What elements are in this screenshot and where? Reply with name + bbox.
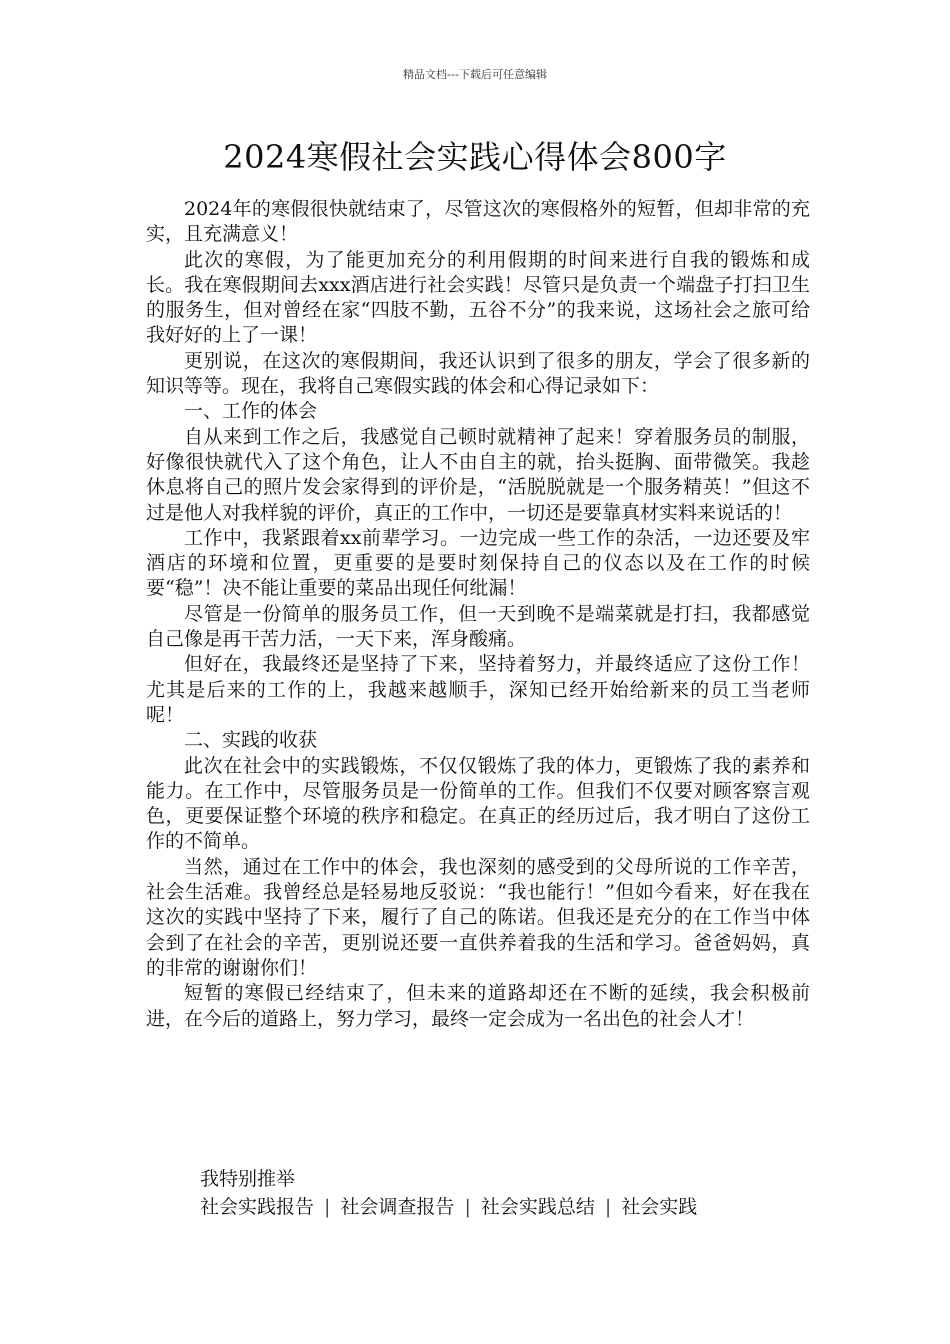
paragraph-conclusion: 短暂的寒假已经结束了，但未来的道路却还在不断的延续，我会积极前进，在今后的道路上，努力学习，最终一定会成为一名出色的社会人才！ <box>146 982 810 1030</box>
link-separator: | <box>324 1196 331 1218</box>
paragraph-work-4: 但好在，我最终还是坚持了下来，坚持着努力，并最终适应了这份工作！尤其是后来的工作的上，我越来越顺手，深知已经开始给新来的员工当老师呢！ <box>146 653 810 726</box>
link-social-practice-summary[interactable]: 社会实践总结 <box>480 1196 595 1218</box>
link-separator: | <box>604 1196 612 1218</box>
paragraph-work-3: 尽管是一份简单的服务员工作，但一天到晚不是端菜就是打扫，我都感觉自己像是再干苦力活，一天下来，浑身酸痛。 <box>146 602 810 651</box>
section-heading-work: 一、工作的体会 <box>184 400 318 423</box>
recommend-title: 我特别推举 <box>200 1168 296 1190</box>
link-social-practice[interactable]: 社会实践 <box>621 1196 698 1218</box>
section-heading-gains: 二、实践的收获 <box>184 729 318 752</box>
paragraph-purpose: 此次的寒假，为了能更加充分的利用假期的时间来进行自我的锻炼和成长。我在寒假期间去xxx酒店进行社会实践！尽管只是负责一个端盘子打扫卫生的服务生，但对曾经在家“四肢不勤，五谷不分”的我来说，这场社会之旅可给我好好的上了一课！ <box>146 248 810 347</box>
paragraph-gains-2: 当然，通过在工作中的体会，我也深刻的感受到的父母所说的工作辛苦，社会生活难。我曾经总是轻易地反驳说：“我也能行！”但如今看来，好在我在这次的实践中坚持了下来，履行了自己的陈诺。但我还是充分的在工作当中体会到了在社会的辛苦，更别说还要一直供养着我的生活和学习。爸爸妈妈，真的非常的谢谢你们！ <box>146 855 810 979</box>
recommend-links <box>200 1194 820 1220</box>
paragraph-gains-1: 此次在社会中的实践锻炼，不仅仅锻炼了我的体力，更锻炼了我的素养和能力。在工作中，尽管服务员是一份简单的工作。但我们不仅要对顾客察言观色，更要保证整个环境的秩序和稳定。在真正的经历过后，我才明白了这份工作的不简单。 <box>146 754 810 853</box>
paragraph-overview: 更别说，在这次的寒假期间，我还认识到了很多的朋友，学会了很多新的知识等等。现在，我将自己寒假实践的体会和心得记录如下： <box>146 349 810 398</box>
recommend-section <box>200 1166 820 1220</box>
header-note: 精品文档---下载后可任意编辑 <box>403 68 547 81</box>
paragraph-work-1: 自从来到工作之后，我感觉自己顿时就精神了起来！穿着服务员的制服，好像很快就代入了这个角色，让人不由自主的就，抬头挺胸、面带微笑。我趁休息将自己的照片发会家得到的评价是，“活脱脱就是一个服务精英！”但这不过是他人对我样貌的评价，真正的工作中，一切还是要靠真材实料来说话的！ <box>146 425 810 524</box>
paragraph-intro: 2024年的寒假很快就结束了，尽管这次的寒假格外的短暂，但却非常的充实，且充满意义！ <box>146 198 810 246</box>
paragraph-work-2: 工作中，我紧跟着xx前辈学习。一边完成一些工作的杂活，一边还要及牢酒店的环境和位置，更重要的是要时刻保持自己的仪态以及在工作的时候要“稳”！决不能让重要的菜品出现任何纰漏！ <box>146 526 810 600</box>
link-social-survey-report[interactable]: 社会调查报告 <box>340 1196 455 1218</box>
link-social-practice-report[interactable]: 社会实践报告 <box>200 1196 315 1218</box>
document-title: 2024寒假社会实践心得体会800字 <box>223 138 727 176</box>
document-body <box>146 197 810 1032</box>
link-separator: | <box>464 1196 471 1218</box>
